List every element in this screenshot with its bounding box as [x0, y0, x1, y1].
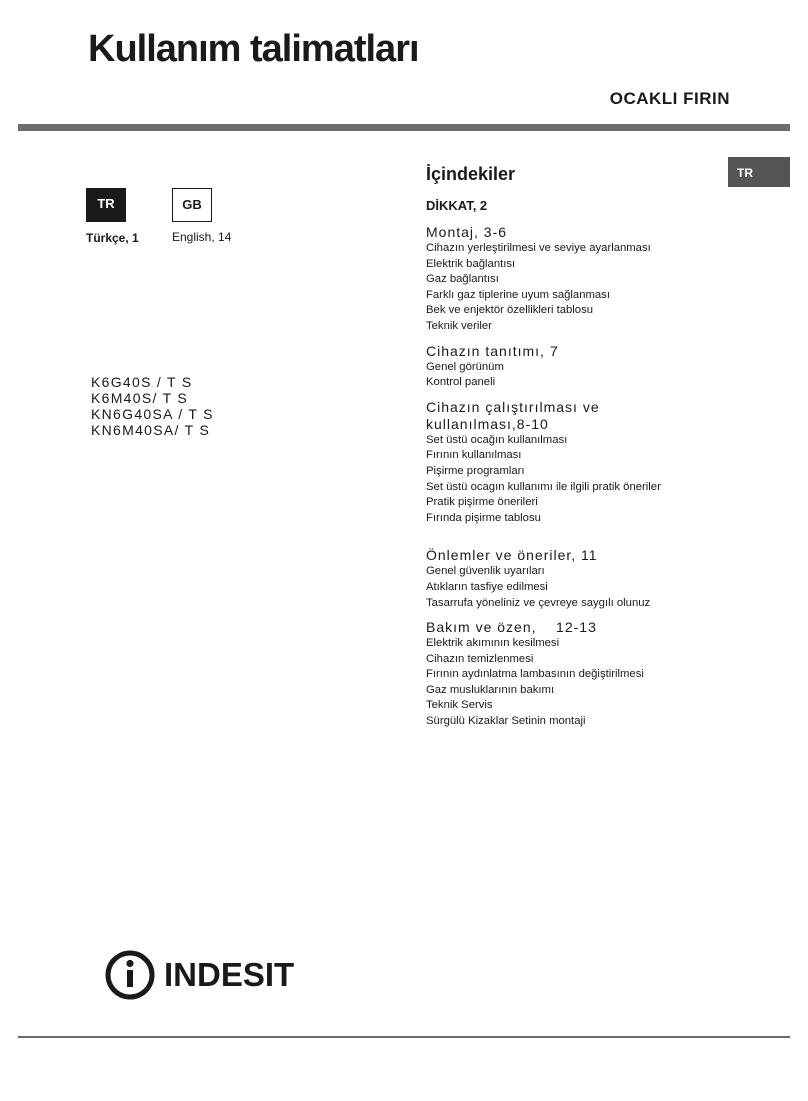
toc-section-heading: Cihazın çalıştırılması ve kullanılması,8-10 — [426, 398, 600, 432]
language-tab-tr: TR — [728, 157, 790, 187]
toc-item: Bek ve enjektör özellikleri tablosu — [426, 304, 594, 317]
toc-item: Cihazın temizlenmesi — [426, 652, 534, 665]
toc-item: Farklı gaz tiplerine uyum sağlanması — [426, 288, 610, 301]
language-badge-gb[interactable]: GB — [172, 188, 212, 222]
toc-item: Kontrol paneli — [426, 376, 496, 389]
toc-item: Gaz bağlantısı — [426, 273, 499, 286]
toc-item: Genel güvenlik uyarıları — [426, 565, 545, 578]
toc-section-tanitim — [426, 343, 726, 391]
toc-item: Fırının kullanılması — [426, 449, 522, 462]
toc-item: Set üstü ocagın kullanımı ile ilgili pratik öneriler — [426, 480, 661, 493]
model-item: K6M40S/ T S — [91, 390, 189, 406]
toc-item: Cihazın yerleştirilmesi ve seviye ayarlanması — [426, 242, 651, 254]
toc-section-kullanim — [426, 399, 726, 527]
toc-item: Pratik pişirme önerileri — [426, 496, 538, 509]
toc-item: Gaz musluklarının bakımı — [426, 683, 555, 696]
model-item: KN6M40SA/ T S — [91, 422, 211, 438]
language-caption-gb: English, 14 — [172, 230, 232, 244]
toc-item: Genel görünüm — [426, 360, 504, 373]
model-item: KN6G40SA / T S — [91, 406, 214, 422]
toc-item: Atıkların tasfiye edilmesi — [426, 580, 548, 593]
toc-section-heading: Cihazın tanıtımı, 7 — [426, 342, 559, 359]
toc-section-bakim — [426, 619, 726, 730]
toc-title: İçindekiler — [426, 164, 516, 184]
toc-section-onlemler — [426, 547, 726, 611]
toc-section-heading: Montaj, 3-6 — [426, 224, 508, 240]
toc-item: Elektrik bağlantısı — [426, 257, 516, 270]
toc-section-heading: Önlemler ve öneriler, 11 — [426, 547, 598, 564]
toc-item: Pişirme programları — [426, 464, 525, 477]
toc-section-montaj — [426, 224, 726, 335]
toc-item: Fırının aydınlatma lambasının değiştirilmesi — [426, 668, 644, 681]
page-title: Kullanım talimatları — [88, 28, 419, 70]
model-item: K6G40S / T S — [91, 374, 193, 390]
top-divider — [18, 124, 790, 131]
toc-item: Sürgülü Kizaklar Setinin montaji — [426, 715, 586, 728]
brand-name: INDESIT — [164, 956, 295, 993]
language-caption-tr: Türkçe, 1 — [86, 231, 139, 245]
toc-section-heading: Bakım ve özen, 12-13 — [426, 619, 597, 636]
language-badge-tr[interactable]: TR — [86, 188, 126, 222]
toc-item: Elektrik akımının kesilmesi — [426, 637, 560, 650]
brand-logo — [104, 947, 294, 1003]
table-of-contents — [426, 163, 726, 738]
toc-item: Teknik veriler — [426, 319, 492, 332]
toc-item: Tasarrufa yöneliniz ve çevreye saygılı olunuz — [426, 596, 651, 609]
toc-item: Set üstü ocağın kullanılması — [426, 433, 568, 446]
product-type: OCAKLI FIRIN — [609, 89, 730, 108]
toc-item: Fırında pişirme tablosu — [426, 511, 541, 524]
toc-warning-entry: DİKKAT, 2 — [426, 198, 488, 213]
model-list — [91, 374, 214, 438]
bottom-divider — [18, 1036, 790, 1038]
indesit-logo-icon — [104, 948, 156, 1002]
toc-item: Teknik Servis — [426, 699, 493, 712]
